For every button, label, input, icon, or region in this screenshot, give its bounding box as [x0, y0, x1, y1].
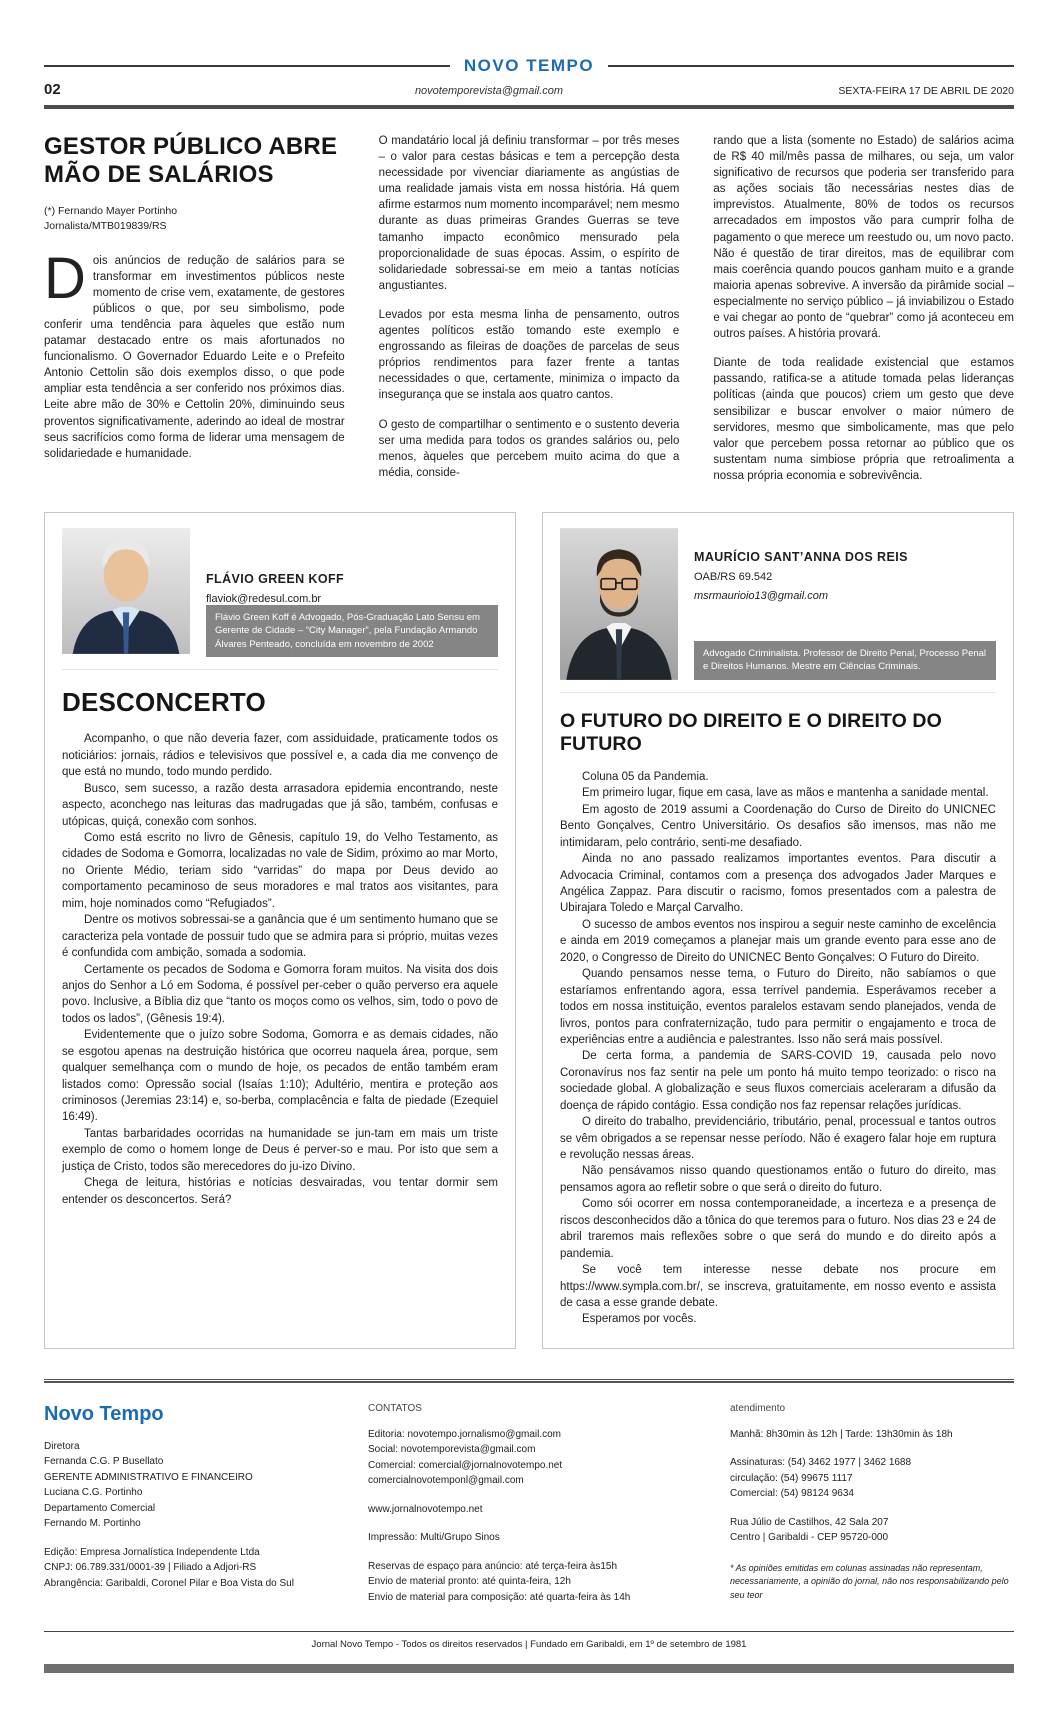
flavio-box-header	[62, 528, 498, 670]
bottom-bar	[44, 1664, 1014, 1673]
paragraph: Chega de leitura, histórias e notícias desvairadas, vou tentar dormir sem entender os desconcertos. Será?	[62, 1177, 498, 1206]
paragraph: GERENTE ADMINISTRATIVO E FINANCEIRO	[44, 1471, 253, 1483]
paragraph: Luciana C.G. Portinho	[44, 1487, 143, 1499]
lead-paragraph-text: ois anúncios de redução de salários para se transformar em investimentos públicos neste momento de crise vem, exatamente, de gestores públicos o que, por seu simbolismo, pode conferir uma tendência para àqueles que estão num patamar destacado entre os mais afortunados no funcionalismo. O Governador Eduardo Leite e o Prefeito Antonio Cettolin são dois exemplos disso, o que pode ampliar esta tendência a ser conferido nos próximos dias. Leite abre mão de 30% e Cettolin 20%, diminuindo seus proventos significativamente, aderindo ao ideal de mostrar seus sacrifícios como forma de liderar uma mensagem de solidariedade e humanidade.	[44, 254, 345, 460]
paragraph: Como está escrito no livro de Gênesis, capítulo 19, do Velho Testamento, as cidades de Sodoma e Gomorra, localizadas no vale de Sidim, próximo ao mar Morto, no Oriente Médio, teriam sido “varridas” do mapa por Deus devido ao comportamento pecaminoso de seus moradores e mal tratos aos visitantes, para mim, hoje nominados como “Refugiados”.	[62, 832, 498, 910]
bottom-note: Jornal Novo Tempo - Todos os direitos reservados | Fundado em Garibaldi, em 1º de setembro de 1981	[44, 1631, 1014, 1664]
mauricio-box-header	[560, 528, 996, 693]
paragraph: rando que a lista (somente no Estado) de salários acima de R$ 40 mil/mês passa de milhares, ou seja, um valor significativo de recursos que poderia ser transferido para as ações sociais tão necessárias nestes dias de imprevistos. Atualmente, 80% de todos os recursos arrecadados em impostos vão para cumprir folha de pagamento o que merece um reestudo ou, um novo pacto. Não é questão de tirar direitos, mas de equilibrar com mais coerência quando poucos ganham muito e a grande maioria apenas sobrevive. A inversão da pirâmide social – especialmente no serviço público – já inviabilizou o Estado e vai chegar ao ponto de “quebrar” como já aconteceu em outros países. A história provará.	[713, 135, 1015, 341]
paragraph: Editoria: novotempo.jornalismo@gmail.com	[368, 1428, 562, 1440]
lead-column-2	[379, 133, 680, 484]
opinion-disclaimer: * As opiniões emitidas em colunas assinadas não representam, necessariamente, a opinião do jornal, não nos responsabilizando pelo seu teor	[730, 1562, 1009, 1600]
paragraph: Esperamos por vocês.	[582, 1313, 697, 1326]
page-footer	[44, 1379, 1014, 1717]
mauricio-article-box	[542, 512, 1014, 1349]
service-address	[730, 1515, 1014, 1546]
paragraph: Como sói ocorrer em nossa contemporaneidade, a incerteza e a presença de riscos desconhecidos dão a tônica do que teremos para o futuro. Nos dias 23 e 24 de abril traremos mais reflexões sobre o que será do mundo e do direito após a pandemia.	[560, 1198, 996, 1260]
edition-date: SEXTA-FEIRA 17 DE ABRIL DE 2020	[838, 85, 1014, 97]
byline-credentials: Jornalista/MTB019839/RS	[44, 220, 167, 233]
paragraph: Envio de material para composição: até quarta-feira às 14h	[368, 1591, 631, 1603]
desconcerto-body	[62, 731, 498, 1208]
paragraph: Se você tem interesse nesse debate nos procure em https://www.sympla.com.br/, se inscreva, gratuitamente, em nosso evento e assista de casa a esse grande debate.	[560, 1264, 996, 1309]
paragraph: Coluna 05 da Pandemia.	[582, 770, 709, 783]
mauricio-portrait-illustration	[560, 528, 678, 680]
masthead-rule-right	[608, 65, 1014, 67]
mauricio-author-name: MAURÍCIO SANT’ANNA DOS REIS	[694, 549, 908, 564]
paragraph: Busco, sem sucesso, a razão desta arrasadora epidemia encontrando, neste aspecto, aconchego nas leituras das madrugadas que já são, também, confusas e utópicas, quiçá, conexão com sonhos.	[62, 782, 498, 828]
masthead-title: NOVO TEMPO	[463, 56, 595, 75]
paragraph: Assinaturas: (54) 3462 1977 | 3462 1688	[730, 1457, 912, 1469]
lead-column-1	[44, 133, 345, 484]
flavio-author-name: FLÁVIO GREEN KOFF	[206, 571, 345, 586]
footer-columns	[44, 1403, 1014, 1606]
page-header	[44, 56, 1014, 109]
masthead-email: novotemporevista@gmail.com	[414, 85, 564, 97]
service-title: atendimento	[730, 1402, 786, 1414]
paragraph: comercialnovotemponl@gmail.com	[368, 1475, 524, 1487]
flavio-bio-caption: Flávio Green Koff é Advogado, Pós-Graduação Lato Sensu em Gerente de Cidade – “City Manager”, pela Fundação Armando Álvares Penteado, concluída em novembro de 2002	[206, 605, 498, 657]
paragraph: O sucesso de ambos eventos nos inspirou a seguir neste caminho de excelência e ainda em 2019 começamos a planejar mais um grande evento para esse ano de 2020, o Congresso de Direito do UNICNEC Bento Gonçalves: O Futuro do Direito.	[560, 918, 996, 964]
flavio-article-box	[44, 512, 516, 1349]
paragraph: Diante de toda realidade existencial que estamos passando, ratifica-se a atitude tomada pelas lideranças políticas (ainda que poucos) criem um gesto que deve sensibilizar e buscar envolver o maior número de servidores, mesmo que simbolicamente, mas que pelo valor que percebem possa retornar ao público que os sustentam numa simbiose própria que retroalimenta a nossa própria economia e sobrevivência.	[713, 357, 1015, 482]
paragraph: Acompanho, o que não deveria fazer, com assiduidade, praticamente todos os noticiários: jornais, rádios e televisivos que possível e, a cada dia me convenço de que está no mundo, todo mundo perdido.	[62, 733, 498, 779]
mauricio-author-photo	[560, 528, 678, 680]
contacts-website	[368, 1502, 698, 1518]
paragraph: www.jornalnovotempo.net	[368, 1503, 483, 1515]
paragraph: Fernanda C.G. P Busellato	[44, 1456, 164, 1468]
contacts-emails	[368, 1427, 698, 1489]
paragraph: Em primeiro lugar, fique em casa, lave as mãos e mantenha a sanidade mental.	[582, 787, 989, 800]
footer-brand: Novo Tempo	[44, 1402, 164, 1425]
paragraph: Ainda no ano passado realizamos importantes eventos. Para discutir a Advocacia Criminal, contamos com a presença dos advogados Jader Marques e Angélica Zappaz. Para discutir o racismo, fomos presentados com a palestra de Ubirajara Toledo e Marçal Carvalho.	[560, 853, 996, 915]
contacts-printing	[368, 1530, 698, 1546]
paragraph: Dentre os motivos sobressai-se a ganância que é um sentimento humano que se caracteriza pela vontade de possuir tudo que se admira para si próprio, muitas vezes é confundida com ambição, somada a sodomia.	[62, 914, 498, 960]
dropcap: D	[44, 245, 86, 311]
flavio-portrait-illustration	[62, 528, 190, 654]
lead-article	[44, 133, 1014, 484]
lead-headline: GESTOR PÚBLICO ABRE MÃO DE SALÁRIOS	[44, 133, 338, 188]
mauricio-bio-caption: Advogado Criminalista. Professor de Direito Penal, Processo Penal e Direitos Humanos. Mestre em Ciências Criminais.	[694, 641, 996, 680]
paragraph: Levados por esta mesma linha de pensamento, outros agentes políticos estão tomando este exemplo e engrossando as fileiras de doações de parcelas de seus próprios rendimentos para fazer frente a tantas necessidades o que, certamente, minimiza o impacto da insegurança que se instala aos quatro cantos.	[378, 308, 680, 402]
paragraph: Abrangência: Garibaldi, Coronel Pilar e Boa Vista do Sul	[44, 1577, 294, 1589]
service-hours	[730, 1427, 1014, 1443]
footer-staff-list	[44, 1439, 336, 1532]
paragraph: Social: novotemporevista@gmail.com	[368, 1444, 536, 1456]
paragraph: Reservas de espaço para anúncio: até terça-feira às15h	[368, 1560, 618, 1572]
footer-service-column	[730, 1403, 1014, 1606]
flavio-author-email: flaviok@redesul.com.br	[206, 592, 322, 605]
paragraph: Manhã: 8h30min às 12h | Tarde: 13h30min às 18h	[730, 1428, 953, 1440]
futuro-headline: O FUTURO DO DIREITO E O DIREITO DO FUTURO	[560, 709, 942, 755]
header-divider	[44, 105, 1014, 109]
paragraph: Fernando M. Portinho	[44, 1518, 141, 1530]
paragraph: Rua Júlio de Castilhos, 42 Sala 207	[730, 1516, 889, 1528]
paragraph: Impressão: Multi/Grupo Sinos	[368, 1532, 500, 1544]
paragraph: De certa forma, a pandemia de SARS-COVID 19, causada pelo novo Coronavírus nos faz sentir na pele um ponto há muito tempo teorizado: o risco na sociedade global. A globalização e seus fluxos comerciais aceleraram a difusão da doença de rápido contágio. Essa condição nos faz repensar relações jurídicas.	[560, 1050, 996, 1112]
desconcerto-headline: DESCONCERTO	[62, 687, 266, 718]
paragraph: Centro | Garibaldi - CEP 95720-000	[730, 1532, 889, 1544]
masthead-rule-left	[44, 65, 450, 67]
mauricio-oab-number: OAB/RS 69.542	[694, 570, 773, 583]
service-phones	[730, 1455, 1014, 1502]
page-number: 02	[44, 81, 61, 98]
footer-masthead-column	[44, 1403, 336, 1606]
lead-column-3	[713, 133, 1014, 484]
paragraph: Comercial: comercial@jornalnovotempo.net	[368, 1459, 563, 1471]
contacts-title: CONTATOS	[368, 1402, 422, 1414]
paragraph: Comercial: (54) 98124 9634	[730, 1488, 854, 1500]
byline-author: (*) Fernando Mayer Portinho	[44, 205, 178, 218]
flavio-author-photo	[62, 528, 190, 657]
paragraph: Não pensávamos nisso quando questionamos então o futuro do direito, mas pensamos agora ao refletir sobre o que será o direito do futuro.	[560, 1165, 996, 1194]
lead-paragraph	[44, 245, 345, 462]
paragraph: O mandatário local já definiu transformar – por três meses – o valor para cestas básicas e tem a percepção desta necessidade por vivenciar diariamente as angústias de uma realidade jamais vista em nossa história. Há quem afirme estarmos num momento incomparável; nem mesmo durante as duas primeiras Grandes Guerras se teve tamanho impacto econômico mensurado pela proporcionalidade de suas épocas. Assim, o espírito de solidariedade sobressai-se em meio a tantas notícias angustiantes.	[378, 135, 680, 292]
flavio-header-info	[206, 528, 498, 657]
page-end-spacer	[44, 1673, 1014, 1717]
paragraph: Tantas barbaridades ocorridas na humanidade se jun-tam em mais um triste exemplo de como o homem longe de Deus é perver-so e mau. Por isto que sem a justiça de Cristo, todos são merecedores do ju-izo Divino.	[62, 1127, 498, 1173]
paragraph: Quando pensamos nesse tema, o Futuro do Direito, não sabíamos o que estaríamos enfrentando agora, essa terrível pandemia. Esperávamos receber a todos em nossa instituição, eventos paralelos estavam sendo planejados, venda de livros, pontos para confraternização, tudo para permitir o engajamento e troca de experiências entre a audiência e palestrantes. Isso não será mais possível.	[560, 968, 996, 1046]
opinion-boxes	[44, 512, 1014, 1349]
contacts-deadlines	[368, 1559, 698, 1606]
paragraph: Envio de material pronto: até quinta-feira, 12h	[368, 1576, 571, 1588]
mauricio-author-email: msrmaurioio13@gmail.com	[694, 589, 829, 602]
futuro-body	[560, 769, 996, 1328]
footer-contacts-column	[368, 1403, 698, 1606]
lead-byline	[44, 204, 345, 234]
paragraph: Departamento Comercial	[44, 1502, 156, 1514]
footer-company-info	[44, 1545, 336, 1592]
paragraph: CNPJ: 06.789.331/0001-39 | Filiado a Adjori-RS	[44, 1562, 257, 1574]
paragraph: circulação: (54) 99675 1117	[730, 1472, 853, 1484]
paragraph: Em agosto de 2019 assumi a Coordenação do Curso de Direito do UNICNEC Bento Gonçalves, Centro Universitário. Os desafios são imensos, mas não me intimidaram, pelo contrário, senti-me desafiado.	[560, 803, 996, 849]
mauricio-header-info	[694, 528, 996, 680]
paragraph: O gesto de compartilhar o sentimento e o sustento deveria ser uma medida para todos os grandes salários ou, pelo menos, àqueles que percebem muito acima do que a média, conside-	[378, 418, 680, 479]
paragraph: Edição: Empresa Jornalística Independente Ltda	[44, 1546, 260, 1558]
paragraph: Certamente os pecados de Sodoma e Gomorra foram muitos. Na visita dos dois anjos do Senhor a Ló em Sodoma, é possível per-ceber o quão perverso era aquele povo. Inclusive, a Bíblia diz que “tanto os moços como os velhos, sim, todo o povo de todos os lados”, (Gênesis 19:4).	[62, 963, 498, 1025]
footer-divider	[44, 1379, 1014, 1383]
paragraph: Evidentemente que o juízo sobre Sodoma, Gomorra e as demais cidades, não se esgotou apenas na destruição histórica que ocorreu naquela área, porque, sem qualquer semelhança com o mundo de hoje, os pecados de então também eram listados como: Opressão social (Isaías 1:10); Adultério, mentira e proteção aos criminosos (Jeremias 23:14) e, so-berba, complacência e falta de piedade (Ezequiel 16:49).	[62, 1029, 498, 1124]
masthead-row	[44, 56, 1014, 76]
paragraph: Diretora	[44, 1440, 80, 1452]
header-meta	[44, 81, 1014, 98]
paragraph: O direito do trabalho, previdenciário, tributário, penal, processual e tantos outros se vêm obrigados a se repensar nesse período. Não é exagero falar hoje em ruptura e revolução nessas áreas.	[560, 1116, 996, 1162]
